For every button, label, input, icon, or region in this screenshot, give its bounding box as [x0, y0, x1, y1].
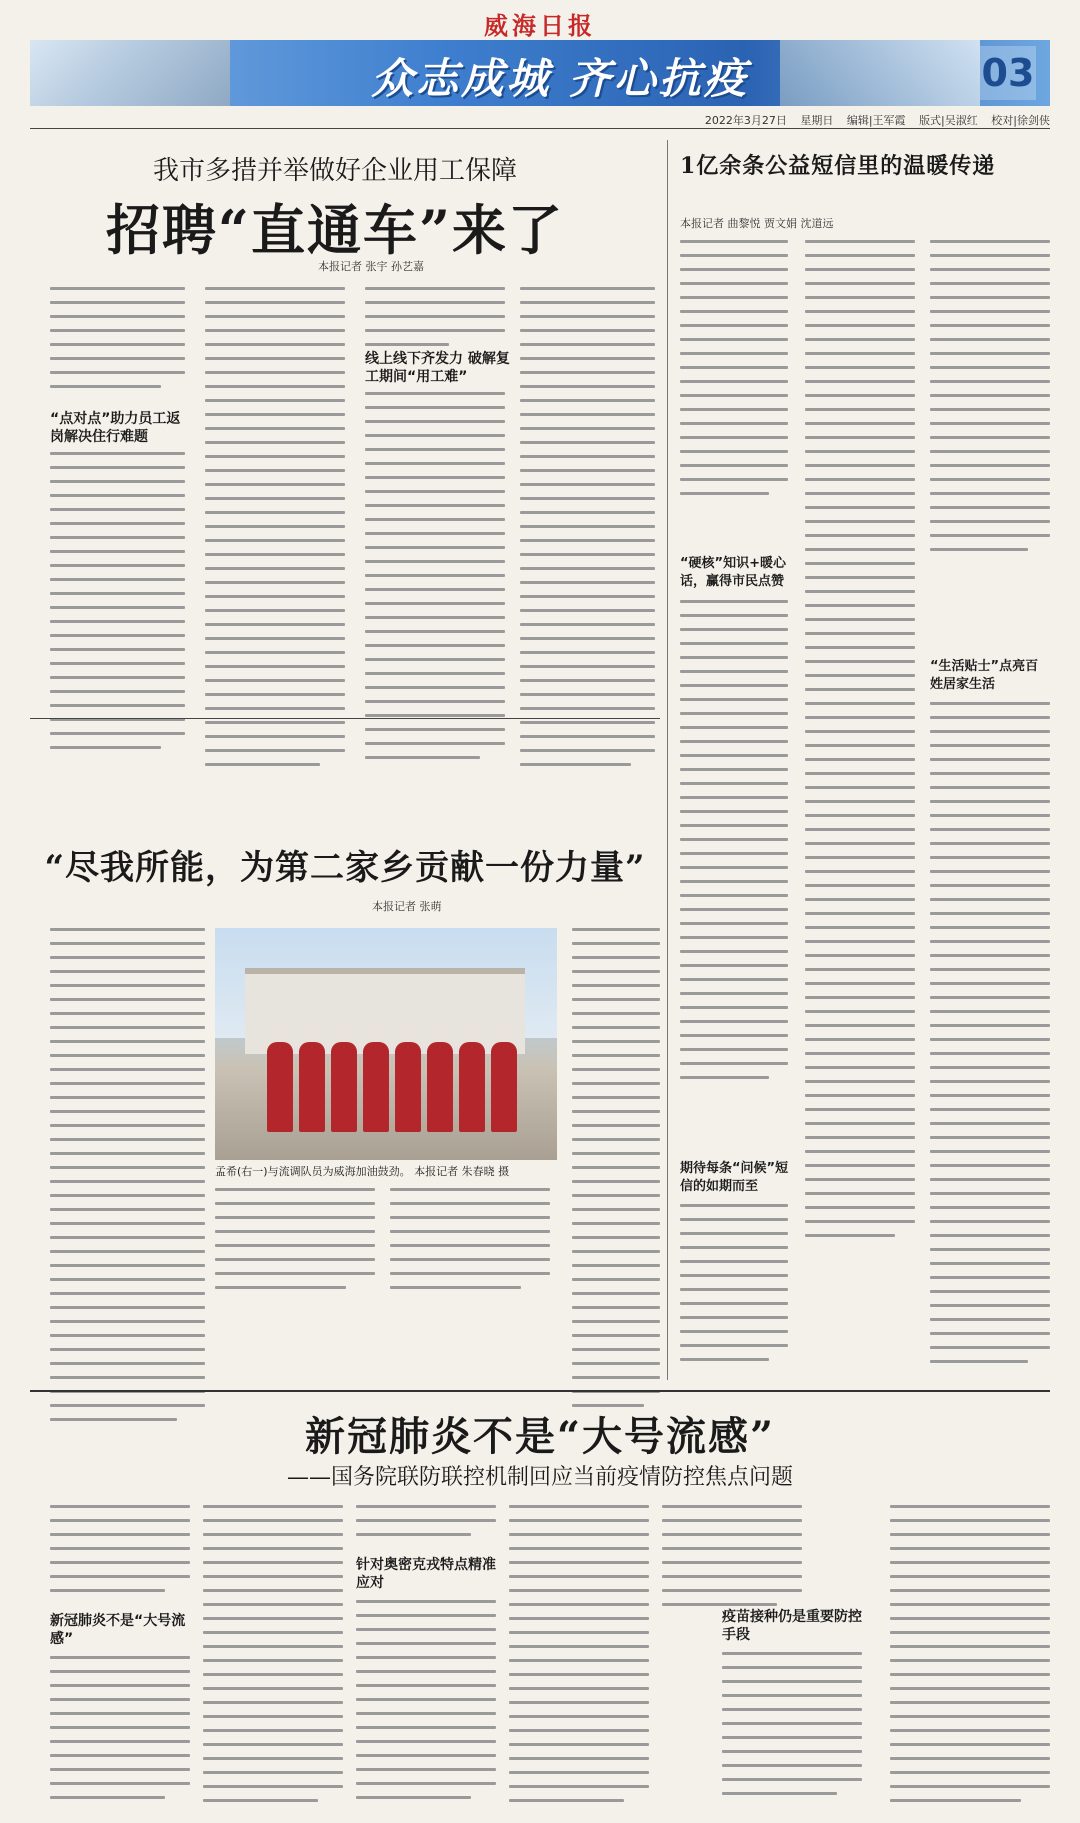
article1-bottom-rule — [30, 718, 660, 719]
layout-editor: 版式|吴淑红 — [919, 114, 978, 127]
article1-headline: 招聘“直通车”来了 — [105, 198, 565, 262]
article4-top-rule — [30, 1390, 1050, 1392]
paper-name: 威海日报 — [484, 11, 596, 40]
article4-col6 — [890, 1505, 1050, 1813]
article4-subhead3: 疫苗接种仍是重要防控手段 — [722, 1609, 862, 1643]
article1-subhead2: 线上线下齐发力 破解复工期间“用工难” — [365, 351, 510, 385]
issue-date: 2022年3月27日 — [704, 114, 787, 127]
masthead-rule — [30, 128, 1050, 129]
article4-col2 — [203, 1505, 343, 1813]
article2-subhead1: “硬核”知识+暖心话，赢得市民点赞 — [680, 556, 786, 589]
article4-subhead1: 新冠肺炎不是“大号流感” — [50, 1613, 186, 1647]
article2-col1b — [680, 600, 788, 1090]
editor: 编辑|王军霞 — [846, 114, 906, 127]
article4-subtitle: ——国务院联防联控机制回应当前疫情防控焦点问题 — [286, 1465, 793, 1490]
article1-col4 — [520, 287, 655, 777]
article1-col2 — [205, 287, 345, 777]
article4-col3b — [356, 1600, 496, 1810]
article1-col3 — [365, 287, 505, 357]
article4-col5 — [662, 1505, 802, 1617]
banner-photo-left — [30, 40, 230, 106]
article1-subhead1: “点对点”助力员工返岗解决住行难题 — [50, 411, 181, 445]
article1-col3b — [365, 392, 505, 770]
article3-col2 — [215, 1188, 375, 1300]
article2-subhead3: 期待每条“问候”短信的如期而至 — [680, 1161, 789, 1194]
article4-headline: 新冠肺炎不是“大号流感” — [304, 1413, 775, 1460]
article2-byline: 本报记者 曲黎悦 贾文娟 沈道远 — [680, 217, 834, 230]
article1-byline: 本报记者 张宇 孙艺嘉 — [318, 260, 424, 273]
article4-col1b — [50, 1656, 190, 1810]
article1-col1b — [50, 452, 185, 760]
article3-col4 — [572, 928, 660, 1418]
article3-col1 — [50, 928, 205, 1432]
column-separator — [667, 140, 668, 1380]
issue-weekday: 星期日 — [800, 114, 834, 127]
article3-col3 — [390, 1188, 550, 1300]
proofreader: 校对|徐剑侠 — [991, 114, 1050, 127]
article1-kicker: 我市多措并举做好企业用工保障 — [152, 156, 517, 186]
article2-col2 — [805, 240, 915, 1248]
banner-photo-right — [780, 40, 980, 106]
page-number: 03 — [980, 46, 1036, 100]
article3-headline: “尽我所能，为第二家乡贡献一份力量” — [44, 848, 646, 888]
article2-headline: 1亿余条公益短信里的温暖传递 — [680, 153, 996, 179]
page-meta — [695, 112, 1050, 128]
banner — [30, 40, 1050, 106]
volunteer-group-photo — [215, 928, 557, 1160]
article4-col1 — [50, 1505, 190, 1603]
article2-col1 — [680, 240, 788, 506]
article4-col3 — [356, 1505, 496, 1547]
article2-col1c — [680, 1204, 788, 1372]
article2-subhead2: “生活贴士”点亮百姓居家生活 — [930, 659, 1039, 692]
article2-col3 — [930, 240, 1050, 562]
article3-byline: 本报记者 张萌 — [372, 900, 442, 913]
article4-subhead2: 针对奥密克戎特点精准应对 — [356, 1557, 496, 1591]
article4-col4 — [509, 1505, 649, 1813]
article2-col3b — [930, 702, 1050, 1374]
banner-slogan: 众志成城 齐心抗疫 — [371, 54, 749, 103]
article4-col5b — [722, 1652, 862, 1806]
article3-caption: 孟希(右一)与流调队员为威海加油鼓劲。 本报记者 朱春晓 摄 — [215, 1165, 510, 1178]
article1-col1 — [50, 287, 185, 399]
